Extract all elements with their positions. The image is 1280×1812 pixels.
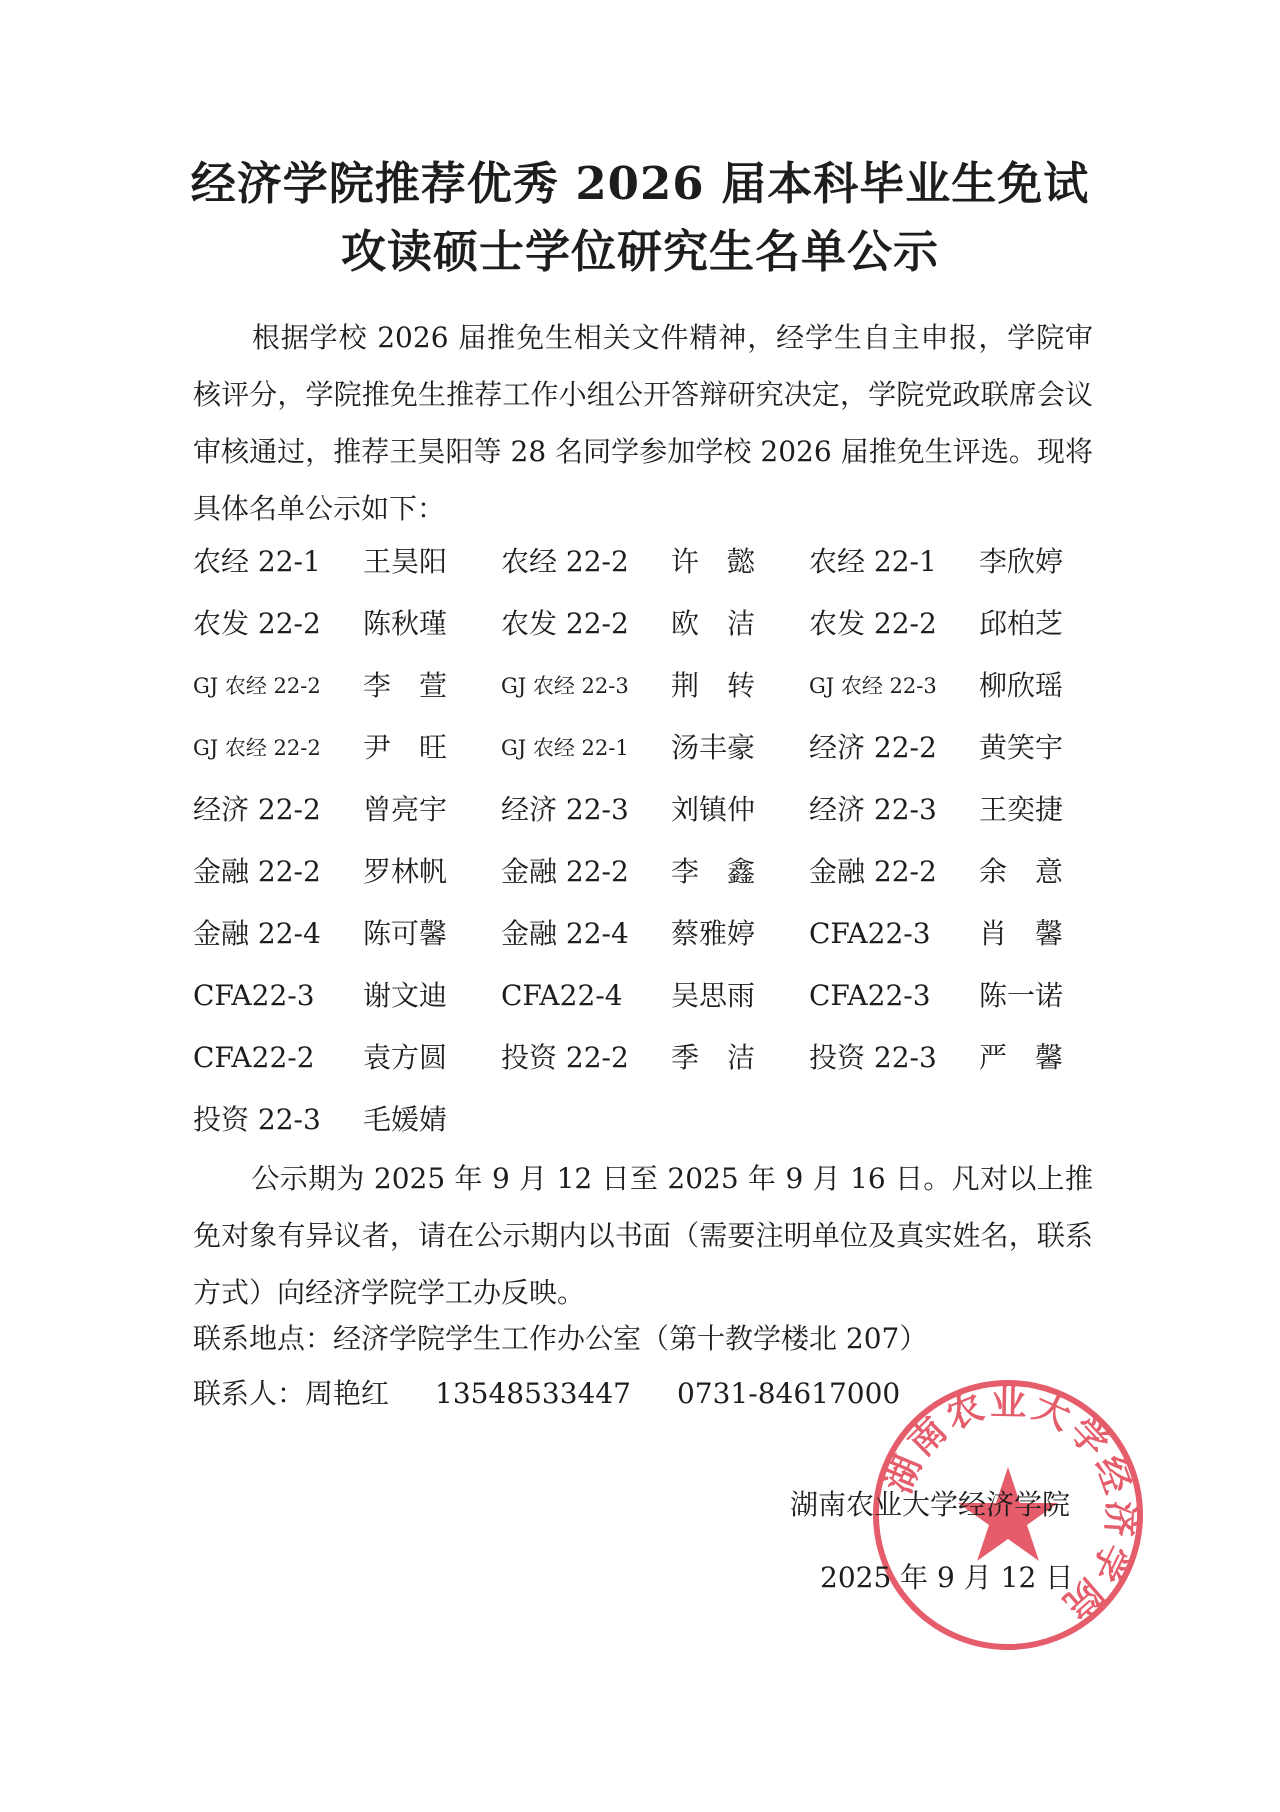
student-class: CFA22-2 — [193, 1041, 315, 1074]
student-row — [193, 904, 1093, 966]
student-class: 投资 22-3 — [809, 1041, 937, 1074]
student-row — [193, 594, 1093, 656]
student-row — [193, 656, 1093, 718]
student-class: GJ 农经 22-2 — [193, 674, 321, 698]
student-row — [193, 718, 1093, 780]
student-class: 经济 22-2 — [193, 793, 321, 826]
student-name: 毛媛婧 — [363, 1103, 448, 1136]
student-name: 余意 — [979, 855, 1092, 888]
student-name: 欧洁 — [671, 607, 784, 640]
student-class: 投资 22-2 — [501, 1041, 629, 1074]
issue-date: 2025 年 9 月 12 日 — [820, 1561, 1074, 1594]
student-class: 经济 22-3 — [501, 793, 629, 826]
student-name: 季洁 — [671, 1041, 784, 1074]
student-class: GJ 农经 22-3 — [809, 674, 937, 698]
student-name: 王昊阳 — [363, 545, 448, 578]
student-class: 农经 22-1 — [809, 545, 937, 578]
student-row — [193, 842, 1093, 904]
student-class: 农发 22-2 — [193, 607, 321, 640]
student-name: 李萱 — [363, 669, 476, 702]
contact-person — [193, 1369, 900, 1419]
student-class: 金融 22-2 — [501, 855, 629, 888]
student-class: 金融 22-2 — [193, 855, 321, 888]
student-name: 曾亮宇 — [363, 793, 448, 826]
intro-text: 根据学校 2026 届推免生相关文件精神，经学生自主申报，学院审核评分，学院推免生推荐工作小组公开答辩研究决定，学院党政联席会议审核通过，推荐王昊阳等 28 名同学参加学校 2026 届推免生评选。现将具体名单公示如下： — [193, 321, 1093, 525]
student-name: 蔡雅婷 — [671, 917, 756, 950]
student-row — [193, 966, 1093, 1028]
student-row — [193, 1028, 1093, 1090]
contact-mobile: 13548533447 — [435, 1377, 631, 1410]
notice-text: 公示期为 2025 年 9 月 12 日至 2025 年 9 月 16 日。凡对以上推免对象有异议者，请在公示期内以书面（需要注明单位及真实姓名，联系方式）向经济学院学工办反映。 — [193, 1162, 1093, 1309]
student-name: 陈秋瑾 — [363, 607, 448, 640]
student-name: 肖馨 — [979, 917, 1092, 950]
contact-address: 联系地点：经济学院学生工作办公室（第十教学楼北 207） — [193, 1322, 928, 1355]
student-class: GJ 农经 22-3 — [501, 674, 629, 698]
student-name: 罗林帆 — [363, 855, 448, 888]
student-name: 王奕捷 — [979, 793, 1064, 826]
document-title-line2: 攻读硕士学位研究生名单公示 — [340, 225, 939, 278]
student-row — [193, 532, 1093, 594]
student-class: 经济 22-3 — [809, 793, 937, 826]
document-title-line1: 经济学院推荐优秀 2026 届本科毕业生免试 — [190, 157, 1090, 210]
student-name: 刘镇仲 — [671, 793, 756, 826]
student-class: CFA22-4 — [501, 979, 623, 1012]
student-name: 黄笑宇 — [979, 731, 1064, 764]
student-class: 经济 22-2 — [809, 731, 937, 764]
student-class: 投资 22-3 — [193, 1103, 321, 1136]
student-class: 农经 22-2 — [501, 545, 629, 578]
student-class: CFA22-3 — [809, 917, 931, 950]
intro-paragraph — [193, 309, 1093, 537]
student-class: CFA22-3 — [809, 979, 931, 1012]
student-class: 金融 22-4 — [501, 917, 629, 950]
student-class: 农经 22-1 — [193, 545, 321, 578]
student-name: 李欣婷 — [979, 545, 1064, 578]
contact-phone: 0731-84617000 — [676, 1377, 901, 1410]
student-class: 金融 22-4 — [193, 917, 321, 950]
student-name: 陈可馨 — [363, 917, 448, 950]
contact-person-label: 联系人：周艳红 — [193, 1377, 390, 1410]
student-name: 吴思雨 — [671, 979, 756, 1012]
student-name: 汤丰豪 — [671, 731, 756, 764]
student-row — [193, 1090, 1093, 1152]
student-name: 陈一诺 — [979, 979, 1064, 1012]
student-name: 柳欣瑶 — [979, 669, 1064, 702]
student-name: 李鑫 — [671, 855, 784, 888]
student-row — [193, 780, 1093, 842]
student-class: GJ 农经 22-2 — [193, 736, 321, 760]
issuing-organization: 湖南农业大学经济学院 — [790, 1488, 1071, 1521]
student-name: 荆转 — [671, 669, 784, 702]
student-name: 尹旺 — [363, 731, 476, 764]
student-class: 农发 22-2 — [501, 607, 629, 640]
student-class: 金融 22-2 — [809, 855, 937, 888]
student-class: CFA22-3 — [193, 979, 315, 1012]
seal-text: 湖南农业大学经济学院 — [877, 1381, 1142, 1629]
student-name: 严馨 — [979, 1041, 1092, 1074]
student-class: GJ 农经 22-1 — [501, 736, 629, 760]
notice-paragraph — [193, 1150, 1093, 1321]
student-class: 农发 22-2 — [809, 607, 937, 640]
student-name: 袁方圆 — [363, 1041, 448, 1074]
student-list — [193, 532, 1093, 1152]
student-name: 谢文迪 — [363, 979, 448, 1012]
student-name: 邱柏芝 — [979, 607, 1064, 640]
student-name: 许懿 — [671, 545, 784, 578]
